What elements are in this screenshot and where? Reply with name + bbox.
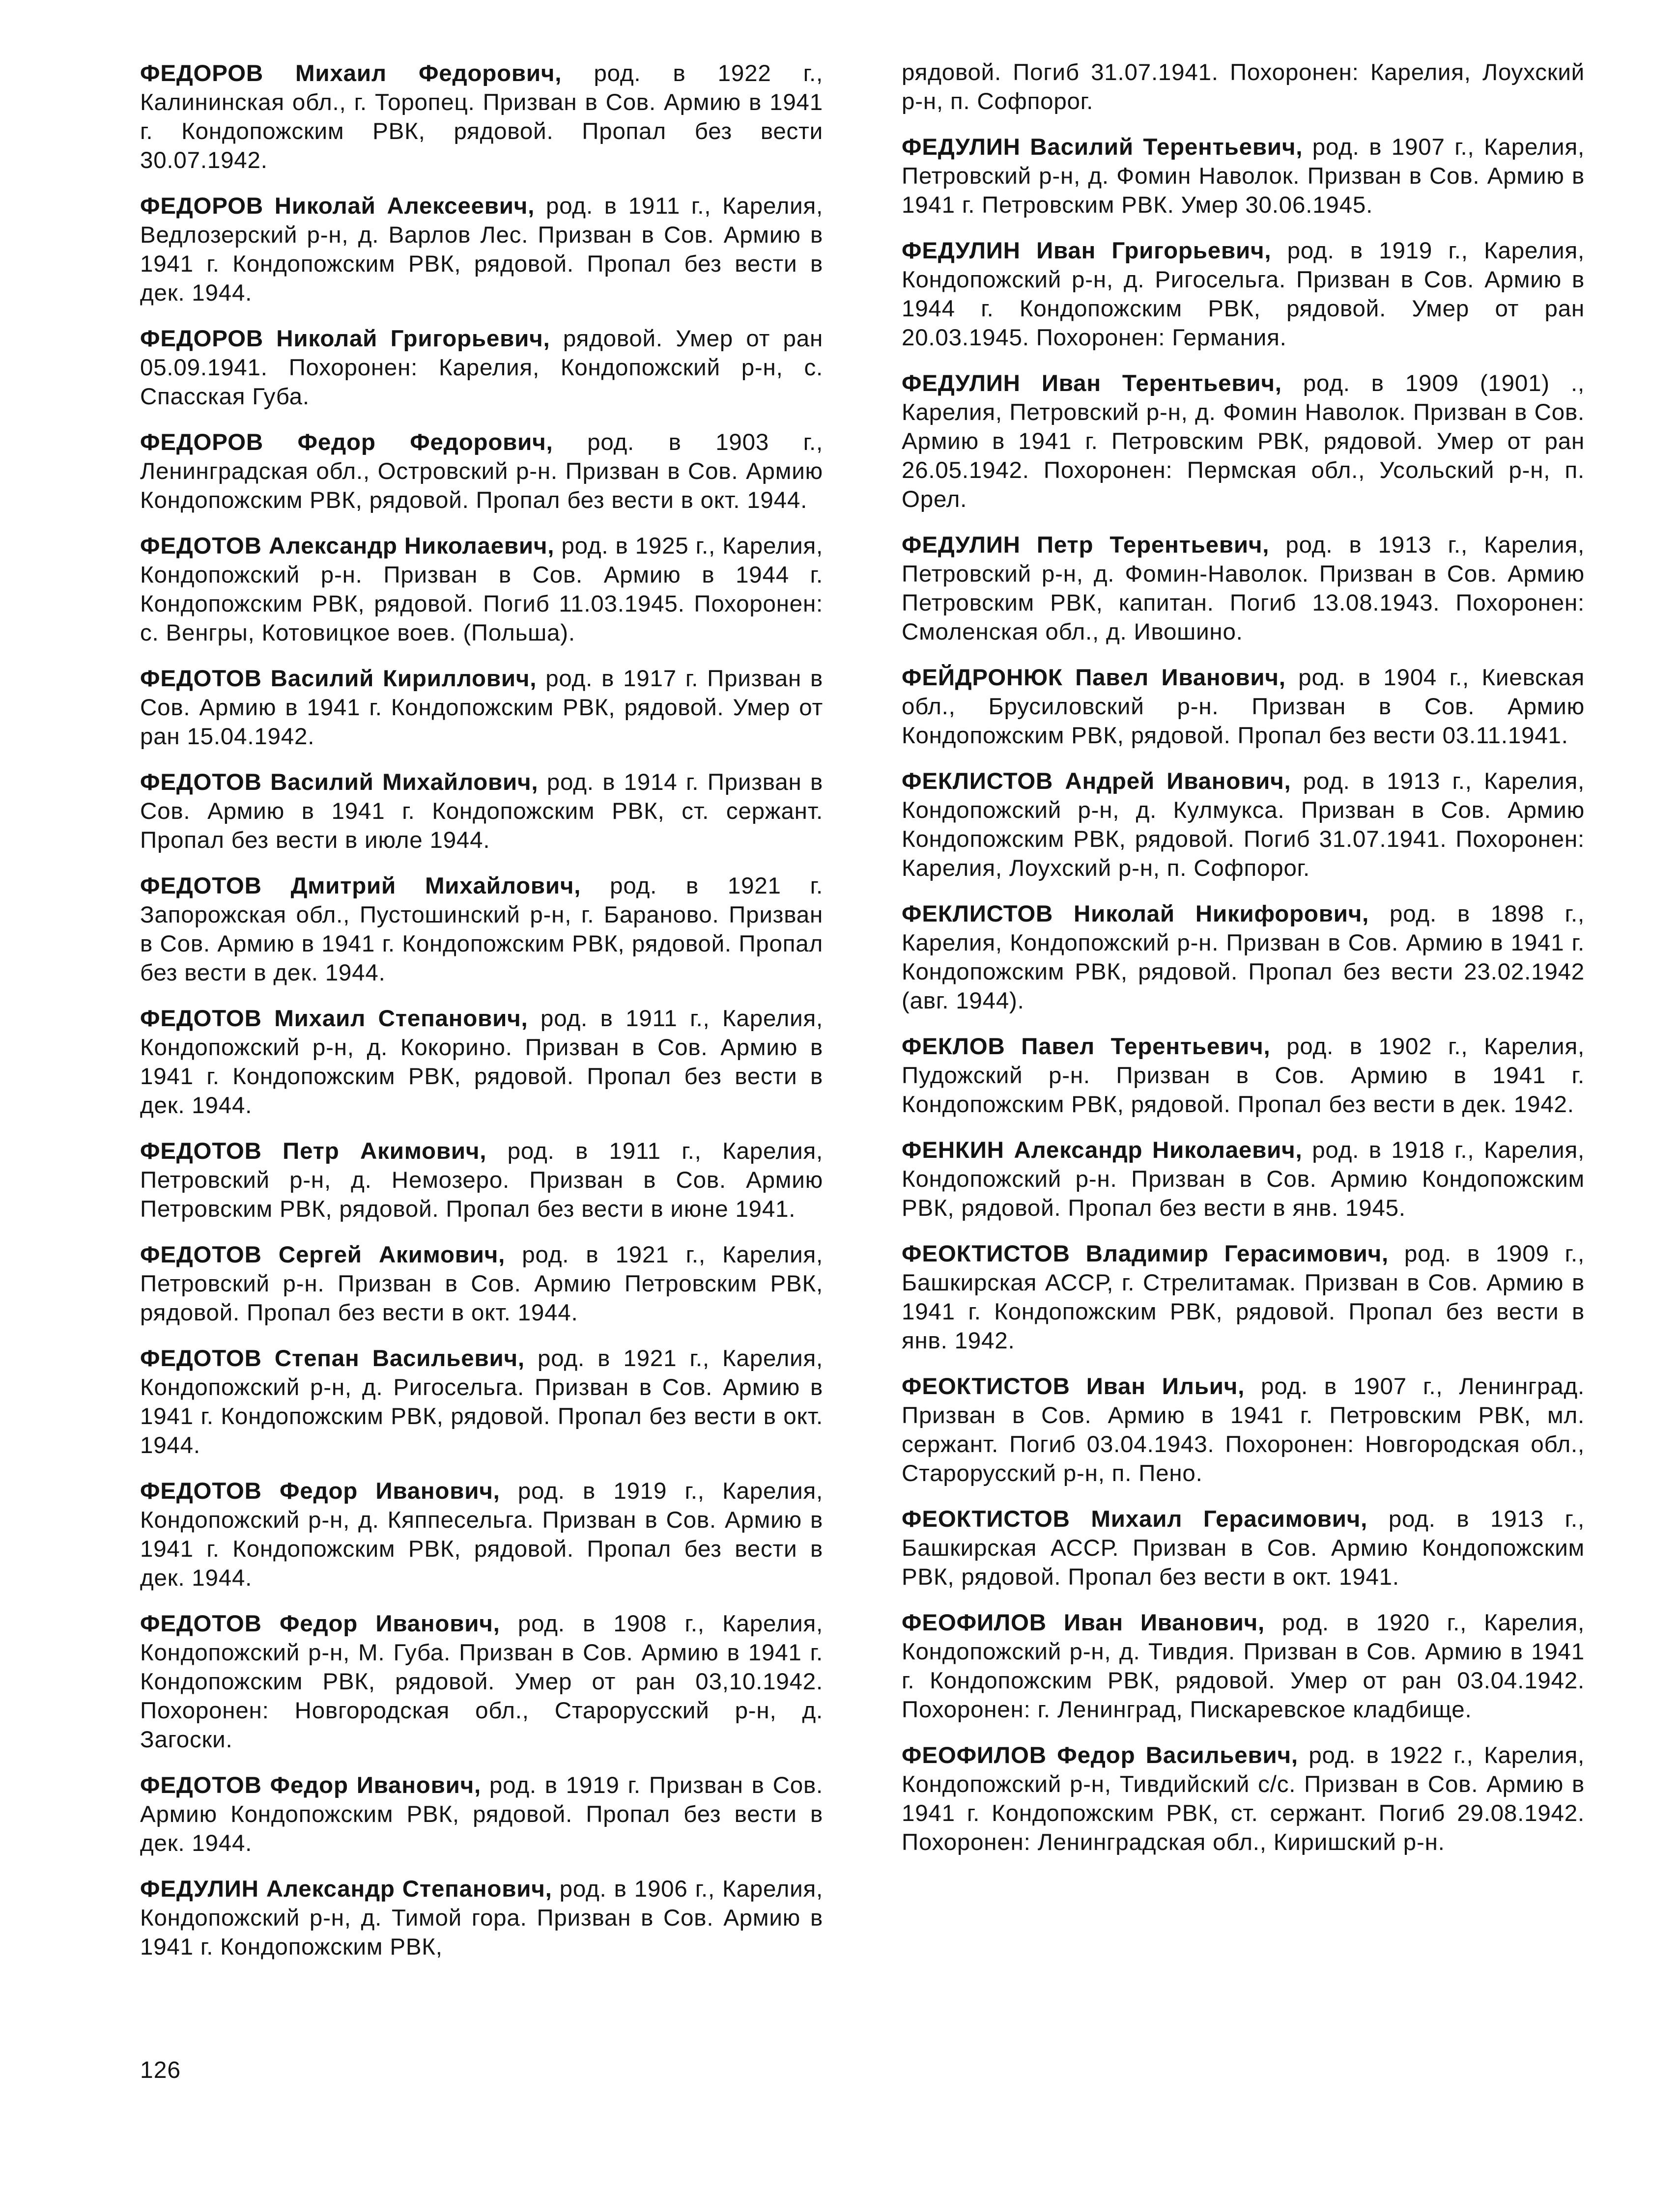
record-text: рядовой. Умер от ран 05.09.1941. Похоронен: Карелия, Кондопожский р-н, с. Спасская Губа.: [140, 326, 823, 410]
record-text: род. в 1918 г., Карелия, Кондопожский р-н. Призван в Сов. Армию Кондопожским РВК, рядовой. Пропал без вести в янв. 1945.: [902, 1137, 1585, 1221]
record-name: ФЕДОРОВ Михаил Федорович,: [140, 60, 562, 86]
record-text: род. в 1921 г. Запорожская обл., Пустошинский р-н, г. Бараново. Призван в Сов. Армию в 1941 г. Кондопожским РВК, рядовой. Пропал без вести в дек. 1944.: [140, 873, 823, 986]
record-entry: [140, 768, 823, 855]
record-text: род. в 1906 г., Карелия, Кондопожский р-н, д. Тимой гора. Призван в Сов. Армию в 1941 г. Кондопожским РВК,: [140, 1876, 824, 1960]
record-entry: [902, 1032, 1585, 1119]
record-entry: [902, 1239, 1585, 1355]
record-text: род. в 1922 г., Калининская обл., г. Торопец. Призван в Сов. Армию в 1941 г. Кондопожским РВК, рядовой. Пропал без вести 30.07.1942.: [140, 60, 823, 173]
record-text: род. в 1903 г., Ленинградская обл., Островский р-н. Призван в Сов. Армию Кондопожским РВК, рядовой. Пропал без вести в окт. 1944.: [140, 429, 823, 513]
record-text: род. в 1914 г. Призван в Сов. Армию в 1941 г. Кондопожским РВК, ст. сержант. Пропал без вести в июле 1944.: [140, 769, 824, 853]
record-entry: [902, 1741, 1585, 1857]
left-column: [140, 59, 823, 1978]
record-name: ФЕДОТОВ Михаил Степанович,: [140, 1006, 528, 1032]
record-text: род. в 1911 г., Карелия, Ведлозерский р-н, д. Варлов Лес. Призван в Сов. Армию в 1941 г. Кондопожским РВК, рядовой. Пропал без вести в дек. 1944.: [140, 193, 824, 306]
record-entry: [902, 133, 1585, 220]
record-text: род. в 1909 г., Башкирская АССР, г. Стрелитамак. Призван в Сов. Армию в 1941 г. Кондопожским РВК, рядовой. Пропал без вести в янв. 1942.: [902, 1241, 1585, 1354]
record-text: рядовой. Погиб 31.07.1941. Похоронен: Карелия, Лоухский р-н, п. Софпорог.: [902, 59, 1585, 114]
record-name: ФЕДОТОВ Федор Иванович,: [140, 1478, 500, 1504]
record-name: ФЕДОТОВ Федор Иванович,: [140, 1611, 500, 1637]
record-text: род. в 1911 г., Карелия, Кондопожский р-н, д. Кокорино. Призван в Сов. Армию в 1941 г. Кондопожским РВК, рядовой. Пропал без вести в дек. 1944.: [140, 1006, 823, 1119]
record-entry: [902, 1505, 1585, 1592]
record-name: ФЕДОТОВ Александр Николаевич,: [140, 533, 555, 559]
record-text: род. в 1913 г., Башкирская АССР. Призван в Сов. Армию Кондопожским РВК, рядовой. Пропал без вести в окт. 1941.: [902, 1506, 1585, 1590]
record-entry: [902, 58, 1585, 116]
record-name: ФЕКЛОВ Павел Терентьевич,: [902, 1034, 1271, 1060]
record-text: род. в 1907 г., Карелия, Петровский р-н, д. Фомин Наволок. Призван в Сов. Армию в 1941 г. Петровским РВК. Умер 30.06.1945.: [902, 134, 1585, 218]
record-entry: [140, 1609, 823, 1754]
record-name: ФЕЙДРОНЮК Павел Иванович,: [902, 665, 1286, 691]
record-text: род. в 1902 г., Карелия, Пудожский р-н. Призван в Сов. Армию в 1941 г. Кондопожским РВК, рядовой. Пропал без вести в дек. 1942.: [902, 1034, 1585, 1118]
record-name: ФЕОФИЛОВ Федор Васильевич,: [902, 1742, 1298, 1768]
record-name: ФЕОКТИСТОВ Михаил Герасимович,: [902, 1506, 1368, 1532]
record-entry: [140, 871, 823, 987]
record-entry: [140, 1477, 823, 1593]
record-text: род. в 1913 г., Карелия, Кондопожский р-н, д. Кулмукса. Призван в Сов. Армию Кондопожским РВК, рядовой. Погиб 31.07.1941. Похоронен: Карелия, Лоухский р-н, п. Софпорог.: [902, 768, 1585, 881]
record-name: ФЕДОТОВ Степан Васильевич,: [140, 1345, 525, 1372]
record-entry: [140, 1875, 823, 1961]
record-name: ФЕНКИН Александр Николаевич,: [902, 1137, 1303, 1163]
record-entry: [902, 369, 1585, 514]
record-entry: [140, 1240, 823, 1327]
record-name: ФЕДОРОВ Николай Алексеевич,: [140, 193, 535, 219]
record-name: ФЕДОТОВ Петр Акимович,: [140, 1138, 487, 1164]
record-name: ФЕДУЛИН Иван Терентьевич,: [902, 370, 1282, 396]
record-text: род. в 1908 г., Карелия, Кондопожский р-н, М. Губа. Призван в Сов. Армию в 1941 г. Кондопожским РВК, рядовой. Умер от ран 03,10.1942. Похоронен: Новгородская обл., Старорусский р-н, д. Загоски.: [140, 1611, 823, 1753]
record-text: род. в 1913 г., Карелия, Петровский р-н, д. Фомин-Наволок. Призван в Сов. Армию Петровским РВК, капитан. Погиб 13.08.1943. Похоронен: Смоленская обл., д. Ивошино.: [902, 532, 1585, 645]
record-text: род. в 1920 г., Карелия, Кондопожский р-н, д. Тивдия. Призван в Сов. Армию в 1941 г. Кондопожским РВК, рядовой. Умер от ран 03.04.1942. Похоронен: г. Ленинград, Пискаревское кладбище.: [902, 1610, 1585, 1723]
record-entry: [140, 59, 823, 175]
record-entry: [902, 767, 1585, 883]
record-name: ФЕДОТОВ Дмитрий Михайлович,: [140, 873, 581, 899]
record-name: ФЕДОТОВ Сергей Акимович,: [140, 1242, 506, 1268]
record-text: род. в 1919 г., Карелия, Кондопожский р-н, д. Кяппесельга. Призван в Сов. Армию в 1941 г. Кондопожским РВК, рядовой. Пропал без вести в дек. 1944.: [140, 1478, 823, 1591]
record-text: род. в 1907 г., Ленинград. Призван в Сов. Армию в 1941 г. Петровским РВК, мл. сержант. Погиб 03.04.1943. Похоронен: Новгородская обл., Старорусский р-н, п. Пено.: [902, 1373, 1585, 1486]
record-name: ФЕДУЛИН Александр Степанович,: [140, 1876, 552, 1902]
record-entry: [902, 1608, 1585, 1724]
record-entry: [902, 1136, 1585, 1223]
record-text: род. в 1925 г., Карелия, Кондопожский р-н. Призван в Сов. Армию в 1944 г. Кондопожским РВК, рядовой. Погиб 11.03.1945. Похоронен: с. Венгры, Котовицкое воев. (Польша).: [140, 533, 823, 646]
record-entry: [902, 1372, 1585, 1488]
record-entry: [140, 324, 823, 411]
record-name: ФЕДОРОВ Николай Григорьевич,: [140, 326, 550, 352]
record-name: ФЕДУЛИН Петр Терентьевич,: [902, 532, 1270, 558]
record-name: ФЕДОТОВ Василий Михайлович,: [140, 769, 539, 795]
record-text: род. в 1911 г., Карелия, Петровский р-н, д. Немозеро. Призван в Сов. Армию Петровским РВК, рядовой. Пропал без вести в июне 1941.: [140, 1138, 824, 1222]
record-name: ФЕКЛИСТОВ Андрей Иванович,: [902, 768, 1291, 794]
record-entry: [140, 664, 823, 751]
record-entry: [140, 1004, 823, 1120]
record-text: род. в 1919 г., Карелия, Кондопожский р-н, д. Ригосельга. Призван в Сов. Армию в 1944 г. Кондопожским РВК, рядовой. Умер от ран 20.03.1945. Похоронен: Германия.: [902, 238, 1585, 351]
record-name: ФЕДОТОВ Федор Иванович,: [140, 1772, 481, 1798]
record-entry: [140, 192, 823, 308]
record-entry: [140, 1137, 823, 1224]
record-text: род. в 1921 г., Карелия, Кондопожский р-н, д. Ригосельга. Призван в Сов. Армию в 1941 г. Кондопожским РВК, рядовой. Пропал без вести в окт. 1944.: [140, 1345, 823, 1458]
record-text: род. в 1919 г. Призван в Сов. Армию Кондопожским РВК, рядовой. Пропал без вести в дек. 1944.: [140, 1772, 823, 1856]
record-text: род. в 1909 (1901) ., Карелия, Петровский р-н, д. Фомин Наволок. Призван в Сов. Армию в 1941 г. Петровским РВК, рядовой. Умер от ран 26.05.1942. Похоронен: Пермская обл., Усольский р-н, п. Орел.: [902, 370, 1585, 512]
record-entry: [902, 663, 1585, 750]
page-number: 126: [140, 2057, 181, 2083]
right-column: [902, 58, 1585, 1874]
record-name: ФЕОКТИСТОВ Иван Ильич,: [902, 1373, 1245, 1400]
record-name: ФЕКЛИСТОВ Николай Никифорович,: [902, 901, 1369, 927]
record-text: род. в 1921 г., Карелия, Петровский р-н. Призван в Сов. Армию Петровским РВК, рядовой. Пропал без вести в окт. 1944.: [140, 1242, 823, 1326]
record-name: ФЕДУЛИН Иван Григорьевич,: [902, 238, 1272, 264]
record-name: ФЕДУЛИН Василий Терентьевич,: [902, 134, 1303, 160]
record-entry: [140, 1344, 823, 1460]
record-entry: [140, 532, 823, 647]
record-text: род. в 1922 г., Карелия, Кондопожский р-н, Тивдийский с/с. Призван в Сов. Армию в 1941 г. Кондопожским РВК, ст. сержант. Погиб 29.08.1942. Похоронен: Ленинградская обл., Киришский р-н.: [902, 1742, 1585, 1855]
record-entry: [902, 899, 1585, 1015]
record-entry: [140, 428, 823, 515]
record-name: ФЕОКТИСТОВ Владимир Герасимович,: [902, 1241, 1389, 1267]
record-text: род. в 1898 г., Карелия, Кондопожский р-н. Призван в Сов. Армию в 1941 г. Кондопожским РВК, рядовой. Пропал без вести 23.02.1942 (авг. 1944).: [902, 901, 1585, 1014]
record-entry: [140, 1771, 823, 1858]
record-name: ФЕДОТОВ Василий Кириллович,: [140, 666, 537, 692]
record-text: род. в 1904 г., Киевская обл., Брусиловский р-н. Призван в Сов. Армию Кондопожским РВК, рядовой. Пропал без вести 03.11.1941.: [902, 665, 1585, 749]
record-text: род. в 1917 г. Призван в Сов. Армию в 1941 г. Кондопожским РВК, рядовой. Умер от ран 15.04.1942.: [140, 666, 823, 750]
record-name: ФЕОФИЛОВ Иван Иванович,: [902, 1610, 1265, 1636]
record-entry: [902, 236, 1585, 352]
record-entry: [902, 531, 1585, 646]
record-name: ФЕДОРОВ Федор Федорович,: [140, 429, 553, 455]
